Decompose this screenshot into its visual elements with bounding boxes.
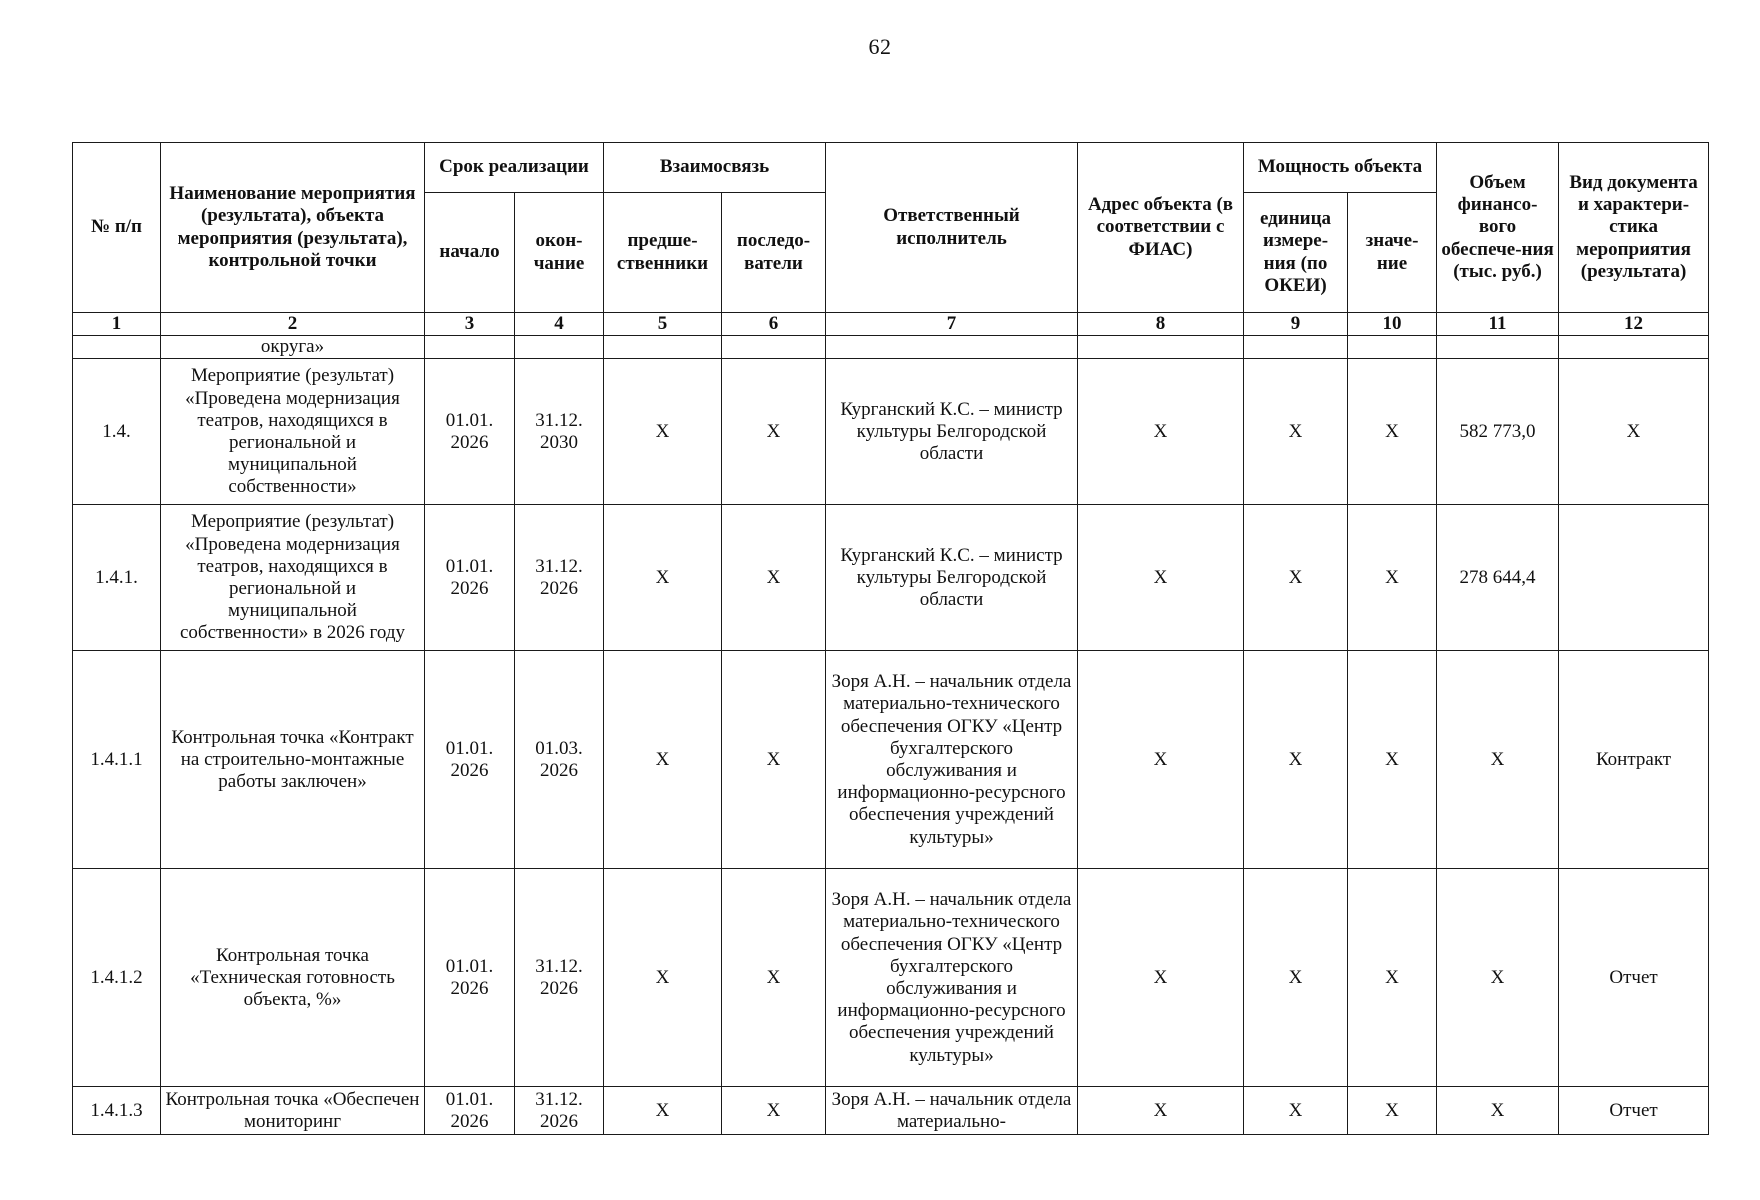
row-unit xyxy=(1244,336,1348,359)
row-name: округа» xyxy=(161,336,425,359)
row-num: 1.4.1. xyxy=(73,505,161,651)
table-row xyxy=(73,336,1709,359)
column-number: 8 xyxy=(1078,313,1244,336)
column-number: 6 xyxy=(722,313,826,336)
row-doc xyxy=(1559,505,1709,651)
header-link-succ: последо-ватели xyxy=(722,193,826,313)
row-name: Мероприятие (результат) «Проведена модернизация театров, находящихся в региональной и муниципальной собственности» xyxy=(161,359,425,505)
row-pred: X xyxy=(604,869,722,1087)
row-responsible: Зоря А.Н. – начальник отдела материально- xyxy=(826,1087,1078,1135)
row-end: 31.12. 2026 xyxy=(515,505,604,651)
row-num: 1.4.1.2 xyxy=(73,869,161,1087)
row-finance: 278 644,4 xyxy=(1437,505,1559,651)
row-responsible: Курганский К.С. – министр культуры Белгородской области xyxy=(826,359,1078,505)
row-value xyxy=(1348,336,1437,359)
row-num xyxy=(73,336,161,359)
row-value: X xyxy=(1348,359,1437,505)
row-responsible xyxy=(826,336,1078,359)
column-number: 5 xyxy=(604,313,722,336)
column-number: 11 xyxy=(1437,313,1559,336)
row-finance: X xyxy=(1437,1087,1559,1135)
header-num: № п/п xyxy=(73,143,161,313)
row-unit: X xyxy=(1244,505,1348,651)
row-name: Контрольная точка «Техническая готовность объекта, %» xyxy=(161,869,425,1087)
row-start: 01.01. 2026 xyxy=(425,1087,515,1135)
row-pred: X xyxy=(604,505,722,651)
row-end xyxy=(515,336,604,359)
header-responsible: Ответственный исполнитель xyxy=(826,143,1078,313)
row-address: X xyxy=(1078,505,1244,651)
row-end: 31.12. 2030 xyxy=(515,359,604,505)
row-unit: X xyxy=(1244,869,1348,1087)
row-doc: Отчет xyxy=(1559,1087,1709,1135)
row-doc: Контракт xyxy=(1559,651,1709,869)
row-responsible: Курганский К.С. – министр культуры Белгородской области xyxy=(826,505,1078,651)
column-number: 10 xyxy=(1348,313,1437,336)
table-row xyxy=(73,505,1709,651)
row-value: X xyxy=(1348,1087,1437,1135)
header-name: Наименование мероприятия (результата), объекта мероприятия (результата), контрольной точки xyxy=(161,143,425,313)
table-row xyxy=(73,869,1709,1087)
header-link-pred: предше-ственники xyxy=(604,193,722,313)
row-pred xyxy=(604,336,722,359)
header-capacity-value: значе-ние xyxy=(1348,193,1437,313)
row-start xyxy=(425,336,515,359)
row-start: 01.01. 2026 xyxy=(425,359,515,505)
table-row xyxy=(73,1087,1709,1135)
row-value: X xyxy=(1348,869,1437,1087)
row-address: X xyxy=(1078,359,1244,505)
row-num: 1.4.1.1 xyxy=(73,651,161,869)
row-unit: X xyxy=(1244,359,1348,505)
row-pred: X xyxy=(604,651,722,869)
row-name: Контрольная точка «Контракт на строительно-монтажные работы заключен» xyxy=(161,651,425,869)
header-period: Срок реализации xyxy=(425,143,604,193)
row-value: X xyxy=(1348,651,1437,869)
header-finance: Объем финансо-вого обеспече-ния (тыс. руб.) xyxy=(1437,143,1559,313)
row-finance: X xyxy=(1437,869,1559,1087)
column-numbers-row xyxy=(73,313,1709,336)
row-unit: X xyxy=(1244,651,1348,869)
activities-table xyxy=(72,142,1709,1135)
row-end: 31.12. 2026 xyxy=(515,1087,604,1135)
row-pred: X xyxy=(604,359,722,505)
column-number: 1 xyxy=(73,313,161,336)
table-row xyxy=(73,651,1709,869)
row-address xyxy=(1078,336,1244,359)
header-address: Адрес объекта (в соответствии с ФИАС) xyxy=(1078,143,1244,313)
column-number: 2 xyxy=(161,313,425,336)
row-doc: X xyxy=(1559,359,1709,505)
row-succ: X xyxy=(722,869,826,1087)
row-doc xyxy=(1559,336,1709,359)
row-succ xyxy=(722,336,826,359)
row-end: 31.12. 2026 xyxy=(515,869,604,1087)
row-pred: X xyxy=(604,1087,722,1135)
row-address: X xyxy=(1078,1087,1244,1135)
table-row xyxy=(73,359,1709,505)
row-unit: X xyxy=(1244,1087,1348,1135)
row-succ: X xyxy=(722,359,826,505)
row-finance: X xyxy=(1437,651,1559,869)
row-finance xyxy=(1437,336,1559,359)
header-period-end: окон-чание xyxy=(515,193,604,313)
row-start: 01.01. 2026 xyxy=(425,505,515,651)
header-capacity: Мощность объекта xyxy=(1244,143,1437,193)
row-doc: Отчет xyxy=(1559,869,1709,1087)
row-succ: X xyxy=(722,1087,826,1135)
row-name: Мероприятие (результат) «Проведена модернизация театров, находящихся в региональной и муниципальной собственности» в 2026 году xyxy=(161,505,425,651)
header-capacity-unit: единица измере-ния (по ОКЕИ) xyxy=(1244,193,1348,313)
row-start: 01.01. 2026 xyxy=(425,869,515,1087)
column-number: 3 xyxy=(425,313,515,336)
row-start: 01.01. 2026 xyxy=(425,651,515,869)
row-num: 1.4. xyxy=(73,359,161,505)
row-finance: 582 773,0 xyxy=(1437,359,1559,505)
row-address: X xyxy=(1078,651,1244,869)
row-succ: X xyxy=(722,505,826,651)
header-period-start: начало xyxy=(425,193,515,313)
row-end: 01.03. 2026 xyxy=(515,651,604,869)
column-number: 12 xyxy=(1559,313,1709,336)
row-num: 1.4.1.3 xyxy=(73,1087,161,1135)
row-responsible: Зоря А.Н. – начальник отдела материально-технического обеспечения ОГКУ «Центр бухгалтерского обслуживания и информационно-ресурсного обеспечения учреждений культуры» xyxy=(826,869,1078,1087)
column-number: 9 xyxy=(1244,313,1348,336)
row-responsible: Зоря А.Н. – начальник отдела материально-технического обеспечения ОГКУ «Центр бухгалтерского обслуживания и информационно-ресурсного обеспечения учреждений культуры» xyxy=(826,651,1078,869)
page-number: 62 xyxy=(868,34,892,59)
header-doc: Вид документа и характери-стика мероприятия (результата) xyxy=(1559,143,1709,313)
row-succ: X xyxy=(722,651,826,869)
row-value: X xyxy=(1348,505,1437,651)
header-link: Взаимосвязь xyxy=(604,143,826,193)
column-number: 7 xyxy=(826,313,1078,336)
column-number: 4 xyxy=(515,313,604,336)
row-address: X xyxy=(1078,869,1244,1087)
row-name: Контрольная точка «Обеспечен мониторинг xyxy=(161,1087,425,1135)
